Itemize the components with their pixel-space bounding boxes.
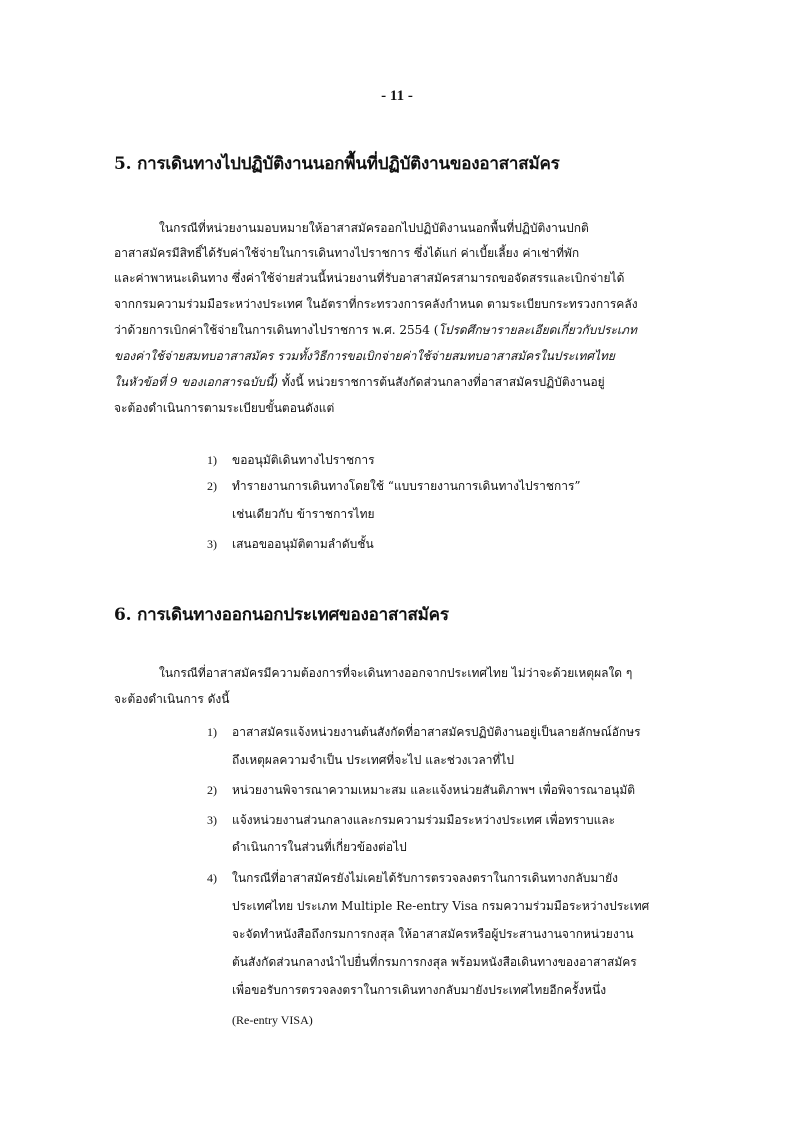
list-number: 2) (207, 783, 217, 797)
list-item-continuation: จะจัดทำหนังสือถึงกรมการกงสุล ให้อาสาสมัครหรือผู้ประสานงานจากหน่วยงาน (232, 927, 634, 941)
paragraph-line (114, 348, 615, 364)
section-5-heading: 5. การเดินทางไปปฏิบัติงานนอกพื้นที่ปฏิบัติงานของอาสาสมัคร (114, 154, 560, 174)
list-item-continuation: ต้นสังกัดส่วนกลางนำไปยื่นที่กรมการกงสุล พร้อมหนังสือเดินทางของอาสาสมัคร (232, 955, 637, 969)
list-item: ทำรายงานการเดินทางโดยใช้ “แบบรายงานการเดินทางไปราชการ” (232, 479, 581, 493)
paragraph-line: อาสาสมัครมีสิทธิ์ได้รับค่าใช้จ่ายในการเดินทางไปราชการ ซึ่งได้แก่ ค่าเบี้ยเลี้ยง ค่าเช่าที่พัก (114, 246, 580, 260)
italic-note: ของค่าใช้จ่ายสมทบอาสาสมัคร รวมทั้งวิธีการขอเบิกจ่ายค่าใช้จ่ายสมทบอาสาสมัครในประเทศไทย (114, 349, 615, 363)
list-item-continuation: เช่นเดียวกับ ข้าราชการไทย (232, 507, 375, 521)
paragraph-text: ทั้งนี้ หน่วยราชการต้นสังกัดส่วนกลางที่อาสาสมัครปฏิบัติงานอยู่ (277, 375, 605, 389)
paragraph-text: ว่าด้วยการเบิกค่าใช้จ่ายในการเดินทางไปราชการ พ.ศ. 2554 ( (114, 323, 439, 337)
list-item-continuation: ดำเนินการในส่วนที่เกี่ยวข้องต่อไป (232, 840, 407, 854)
list-item-continuation: (Re-entry VISA) (232, 1013, 313, 1027)
section-6-heading: 6. การเดินทางออกนอกประเทศของอาสาสมัคร (114, 605, 449, 625)
list-item: หน่วยงานพิจารณาความเหมาะสม และแจ้งหน่วยสันติภาพฯ เพื่อพิจารณาอนุมัติ (232, 783, 636, 797)
list-item: ในกรณีที่อาสาสมัครยังไม่เคยได้รับการตรวจลงตราในการเดินทางกลับมายัง (232, 871, 618, 885)
list-number: 4) (207, 871, 217, 885)
list-number: 1) (207, 453, 217, 467)
paragraph-line: จะต้องดำเนินการ ดังนี้ (114, 692, 230, 706)
paragraph-line: และค่าพาหนะเดินทาง ซึ่งค่าใช้จ่ายส่วนนี้หน่วยงานที่รับอาสาสมัครสามารถขอจัดสรรและเบิกจ่ายได้ (114, 271, 625, 285)
paragraph-line (114, 374, 605, 390)
paragraph-line: ในกรณีที่อาสาสมัครมีความต้องการที่จะเดินทางออกจากประเทศไทย ไม่ว่าจะด้วยเหตุผลใด ๆ (159, 666, 633, 680)
list-item: อาสาสมัครแจ้งหน่วยงานต้นสังกัดที่อาสาสมัครปฏิบัติงานอยู่เป็นลายลักษณ์อักษร (232, 725, 641, 739)
paragraph-line: ในกรณีที่หน่วยงานมอบหมายให้อาสาสมัครออกไปปฏิบัติงานนอกพื้นที่ปฏิบัติงานปกติ (159, 221, 589, 235)
italic-note: โปรดศึกษารายละเอียดเกี่ยวกับประเภท (438, 323, 637, 337)
list-item: เสนอขออนุมัติตามลำดับชั้น (232, 537, 374, 551)
italic-note: ในหัวข้อที่ 9 ของเอกสารฉบับนี้) (114, 375, 278, 389)
paragraph-line: จากกรมความร่วมมือระหว่างประเทศ ในอัตราที่กระทรวงการคลังกำหนด ตามระเบียบกระทรวงการคลัง (114, 297, 638, 311)
page-number: - 11 - (381, 88, 413, 104)
list-number: 1) (207, 725, 217, 739)
list-item: ขออนุมัติเดินทางไปราชการ (232, 453, 375, 467)
paragraph-line: จะต้องดำเนินการตามระเบียบขั้นตอนดังแต่ (114, 401, 335, 415)
list-item: แจ้งหน่วยงานส่วนกลางและกรมความร่วมมือระหว่างประเทศ เพื่อทราบและ (232, 813, 616, 827)
list-item-continuation: ประเทศไทย ประเภท Multiple Re-entry Visa กรมความร่วมมือระหว่างประเทศ (232, 899, 650, 913)
paragraph-line (114, 322, 637, 338)
list-item-continuation: ถึงเหตุผลความจำเป็น ประเทศที่จะไป และช่วงเวลาที่ไป (232, 753, 514, 767)
list-item-continuation: เพื่อขอรับการตรวจลงตราในการเดินทางกลับมายังประเทศไทยอีกครั้งหนึ่ง (232, 983, 607, 997)
list-number: 2) (207, 479, 217, 493)
list-number: 3) (207, 813, 217, 827)
list-number: 3) (207, 537, 217, 551)
